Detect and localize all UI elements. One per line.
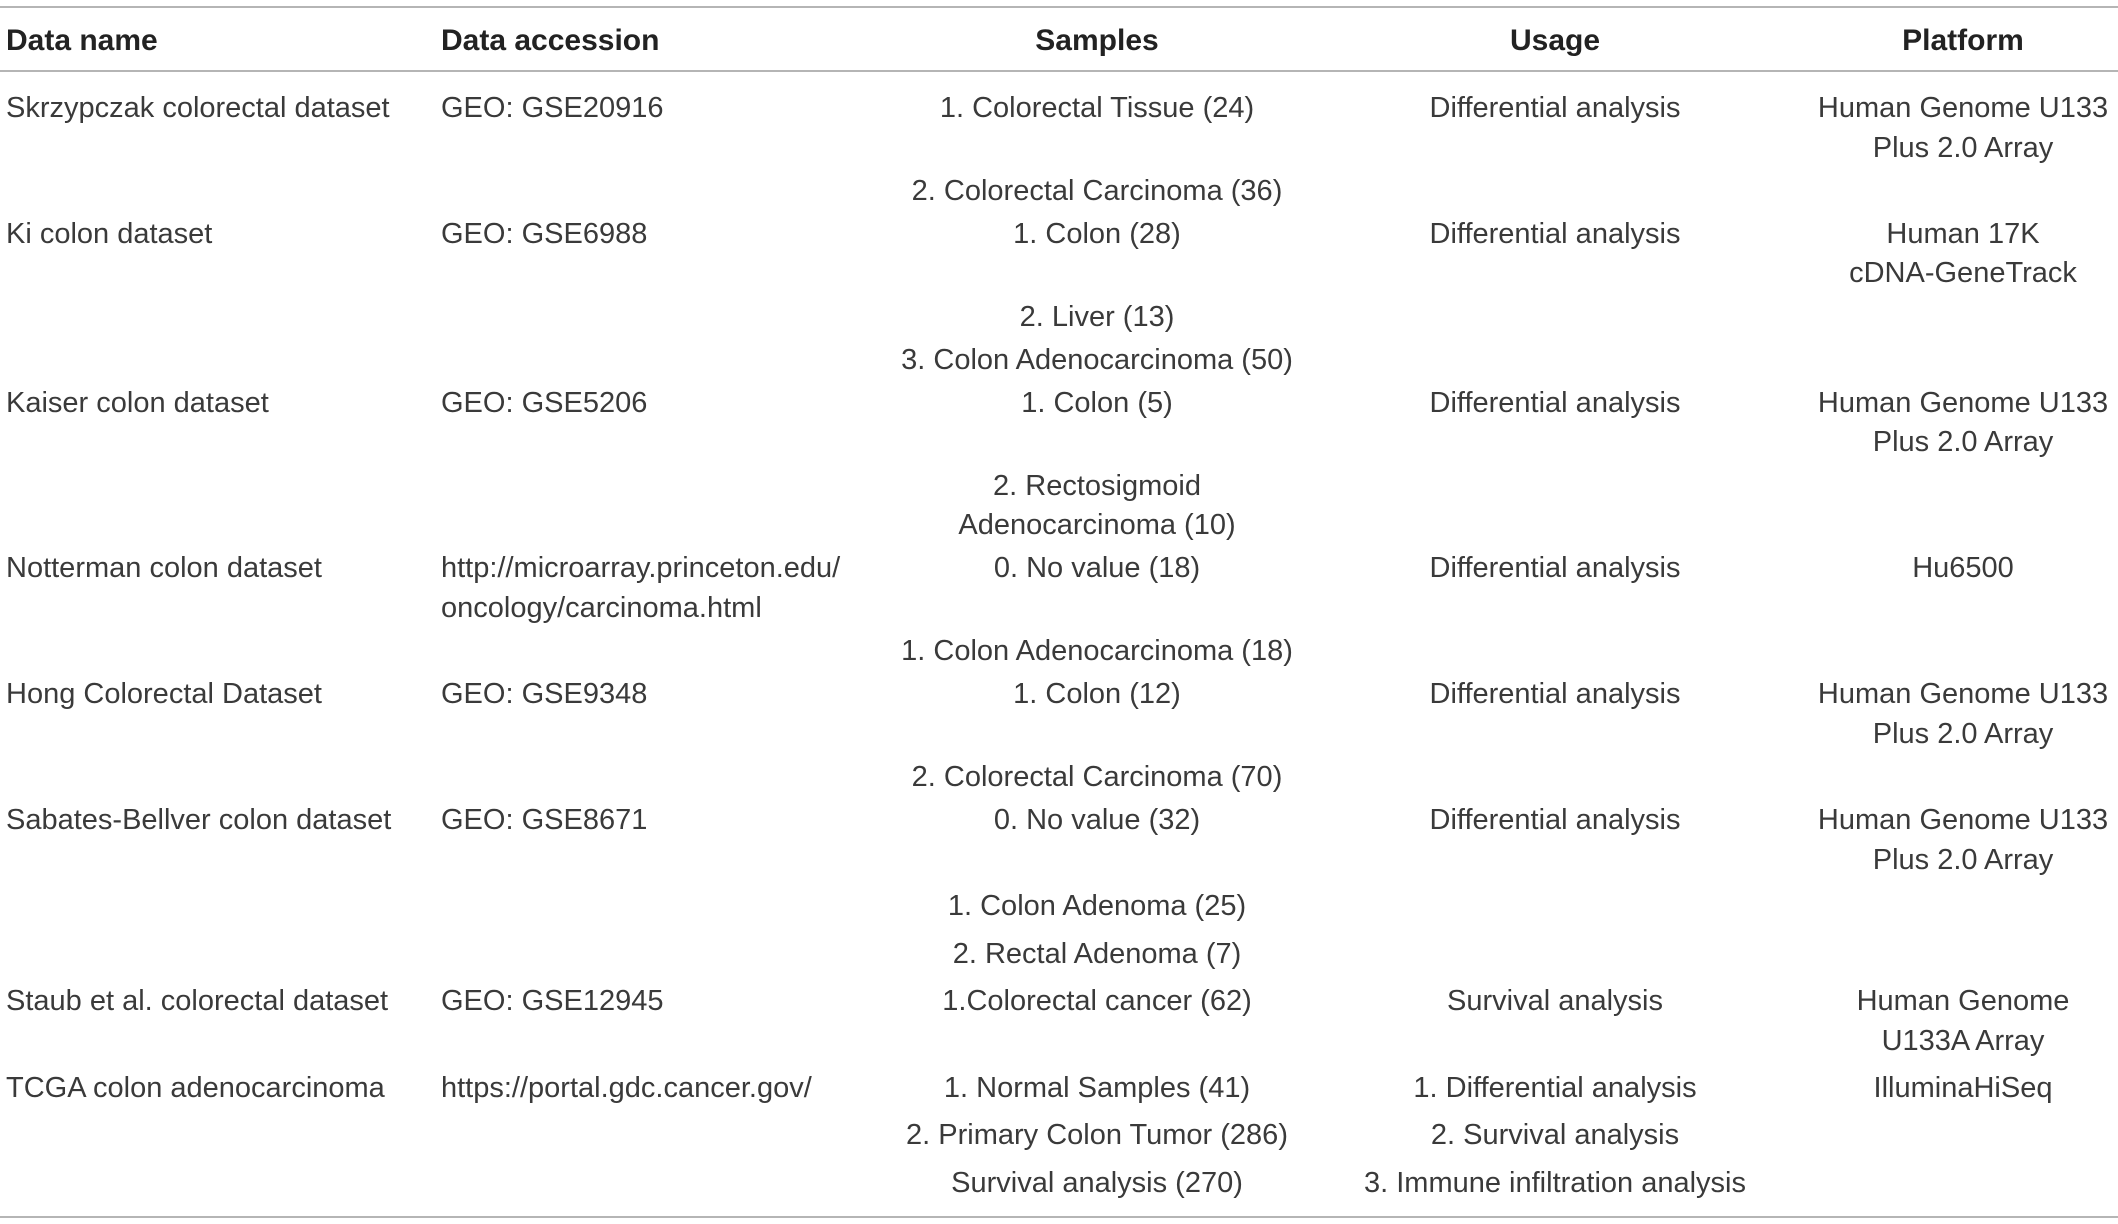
row-2-usage-line-0: Differential analysis [1429,387,1681,419]
row-6-samples-line-0: 1.Colorectal cancer (62) [942,985,1252,1017]
row-6-accession-line-0: GEO: GSE12945 [441,985,664,1017]
row-4-samples-line-1: 2. Colorectal Carcinoma (70) [911,761,1283,793]
row-1-samples-line-2: 3. Colon Adenocarcinoma (50) [901,344,1293,376]
row-6-platform-line-1: U133A Array [1881,1025,2045,1057]
row-7-usage-line-0: 1. Differential analysis [1413,1072,1697,1104]
row-5-samples-line-1: 1. Colon Adenoma (25) [947,890,1247,922]
row-7-accession-line-0: https://portal.gdc.cancer.gov/ [441,1072,812,1104]
row-4-data-name: Hong Colorectal Dataset [6,678,322,710]
row-7-usage-line-2: 3. Immune infiltration analysis [1364,1167,1746,1199]
row-5-platform-line-1: Plus 2.0 Array [1872,844,2054,876]
row-1-samples-line-0: 1. Colon (28) [1013,218,1181,250]
row-7-platform-line-0: IlluminaHiSeq [1873,1072,2053,1104]
row-5-samples-line-2: 2. Rectal Adenoma (7) [952,938,1242,970]
row-1-usage-line-0: Differential analysis [1429,218,1681,250]
row-2-accession-line-0: GEO: GSE5206 [441,387,648,419]
row-6-usage-line-0: Survival analysis [1447,985,1663,1017]
row-5-accession-line-0: GEO: GSE8671 [441,804,648,836]
row-6-data-name: Staub et al. colorectal dataset [6,985,389,1017]
row-2-data-name: Kaiser colon dataset [6,387,269,419]
row-2-platform-line-1: Plus 2.0 Array [1872,426,2054,458]
row-3-data-name: Notterman colon dataset [6,552,322,584]
row-4-accession-line-0: GEO: GSE9348 [441,678,648,710]
row-5-samples-line-0: 0. No value (32) [993,804,1201,836]
row-0-samples-line-1: 2. Colorectal Carcinoma (36) [911,175,1283,207]
row-7-usage-line-1: 2. Survival analysis [1430,1119,1680,1151]
header-data-name: Data name [6,24,158,57]
row-5-usage-line-0: Differential analysis [1429,804,1681,836]
row-3-platform-line-0: Hu6500 [1912,552,2014,584]
header-data-accession: Data accession [441,24,660,57]
row-4-samples-line-0: 1. Colon (12) [1013,678,1181,710]
table-bottom-rule [0,1216,2118,1218]
row-3-accession-line-1: oncology/carcinoma.html [441,592,762,624]
row-0-samples-line-0: 1. Colorectal Tissue (24) [939,92,1255,124]
row-0-platform-line-1: Plus 2.0 Array [1872,132,2054,164]
row-1-data-name: Ki colon dataset [6,218,213,250]
row-2-platform-line-0: Human Genome U133 [1817,387,2109,419]
row-1-samples-line-1: 2. Liver (13) [1019,301,1175,333]
row-1-platform-line-1: cDNA-GeneTrack [1849,257,2077,289]
row-4-platform-line-1: Plus 2.0 Array [1872,718,2054,750]
header-samples: Samples [1035,24,1159,57]
row-5-data-name: Sabates-Bellver colon dataset [6,804,392,836]
row-1-accession-line-0: GEO: GSE6988 [441,218,648,250]
header-platform: Platform [1902,24,2024,57]
row-0-usage-line-0: Differential analysis [1429,92,1681,124]
row-4-platform-line-0: Human Genome U133 [1817,678,2109,710]
row-3-samples-line-0: 0. No value (18) [993,552,1201,584]
row-3-usage-line-0: Differential analysis [1429,552,1681,584]
row-3-accession-line-0: http://microarray.princeton.edu/ [441,552,841,584]
row-1-platform-line-0: Human 17K [1886,218,2040,250]
row-2-samples-line-2: Adenocarcinoma (10) [958,509,1236,541]
table-top-rule [0,6,2118,8]
row-0-data-name: Skrzypczak colorectal dataset [6,92,390,124]
row-3-samples-line-1: 1. Colon Adenocarcinoma (18) [901,635,1293,667]
row-0-accession-line-0: GEO: GSE20916 [441,92,664,124]
table-header-rule [0,70,2118,72]
row-7-samples-line-0: 1. Normal Samples (41) [943,1072,1251,1104]
row-7-samples-line-1: 2. Primary Colon Tumor (286) [906,1119,1288,1151]
row-7-data-name: TCGA colon adenocarcinoma [6,1072,385,1104]
row-0-platform-line-0: Human Genome U133 [1817,92,2109,124]
row-2-samples-line-0: 1. Colon (5) [1021,387,1173,419]
header-usage: Usage [1509,24,1601,57]
row-4-usage-line-0: Differential analysis [1429,678,1681,710]
row-5-platform-line-0: Human Genome U133 [1817,804,2109,836]
row-7-samples-line-2: Survival analysis (270) [951,1167,1243,1199]
row-6-platform-line-0: Human Genome [1856,985,2070,1017]
row-2-samples-line-1: 2. Rectosigmoid [993,470,1201,502]
